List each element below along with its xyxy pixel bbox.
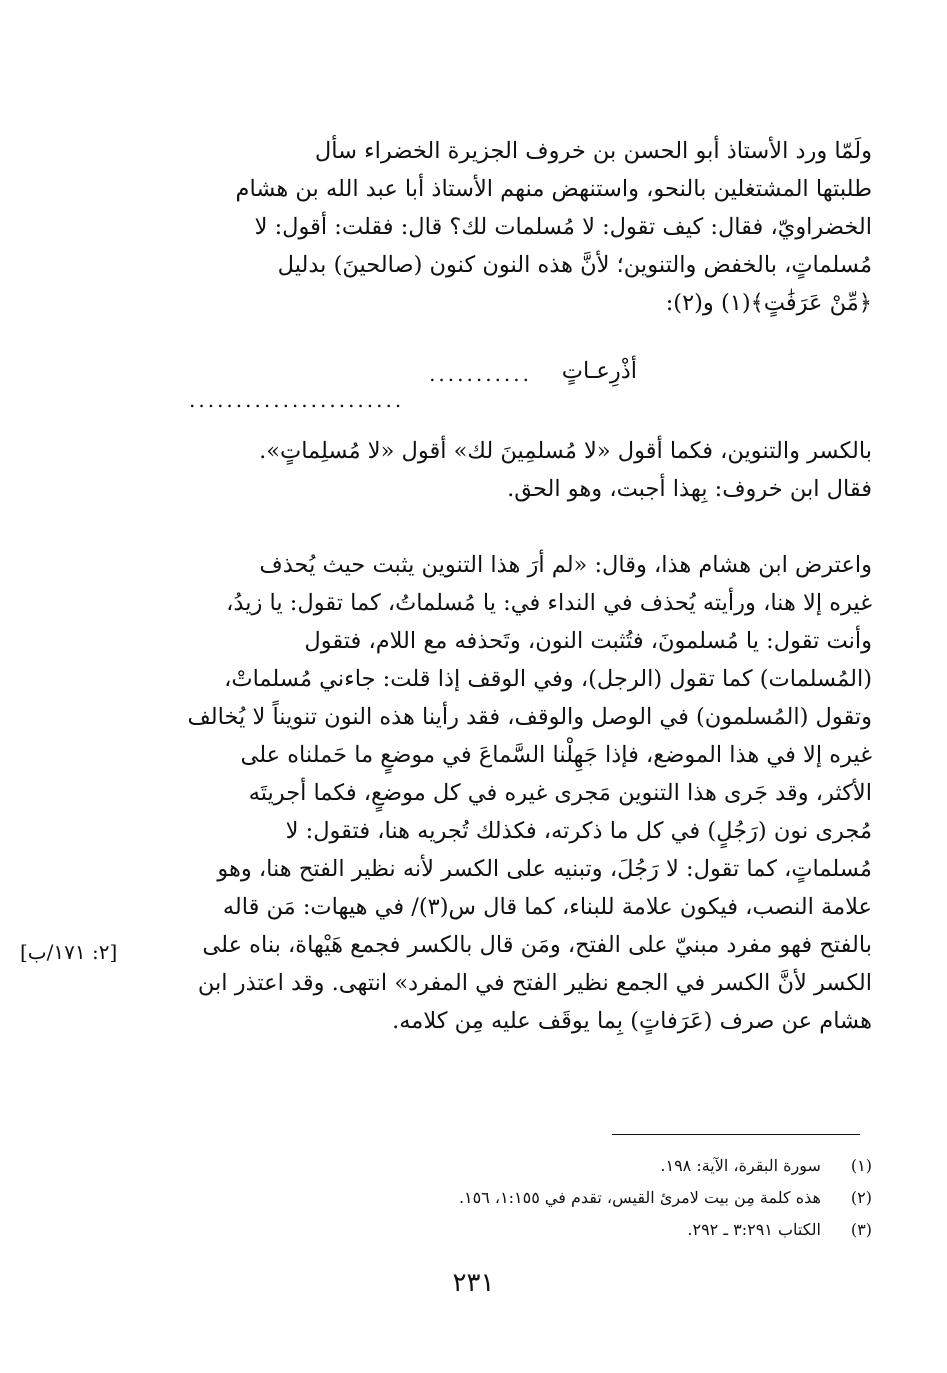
text-line: ولَمّا ورد الأستاذ أبو الحسن بن خروف الجزيرة الخضراء سأل xyxy=(314,138,872,164)
footnote-item xyxy=(157,1150,872,1182)
paragraph-3 xyxy=(157,546,872,1040)
paragraph-1 xyxy=(157,132,872,322)
footnote-text: سورة البقرة، الآية: ١٩٨. xyxy=(660,1156,821,1175)
text-line: واعترض ابن هشام هذا، وقال: «لم أرَ هذا التنوين يثبت حيث يُحذف xyxy=(259,552,872,578)
footnote-item xyxy=(157,1214,872,1246)
text-line: طلبتها المشتغلين بالنحو، واستنهض منهم الأستاذ أبا عبد الله بن هشام xyxy=(235,176,872,202)
text-line: الخضراويّ، فقال: كيف تقول: لا مُسلمات لك؟ قال: فقلت: أقول: لا xyxy=(254,214,872,240)
text-line: (المُسلمات) كما تقول (الرجل)، وفي الوقف إذا قلت: جاءني مُسلماتْ، xyxy=(224,666,872,692)
footnote-divider xyxy=(612,1134,860,1135)
text-line: بالكسر والتنوين، فكما أقول «لا مُسلمِينَ لك» أقول «لا مُسلِماتٍ». xyxy=(259,438,872,464)
poetry-verse xyxy=(147,358,867,418)
footnote-number: (٢) xyxy=(850,1188,872,1207)
text-line: مُسلماتٍ، بالخفض والتنوين؛ لأنَّ هذه النون كنون (صالحينَ) بدليل xyxy=(277,252,872,278)
marginal-manuscript-reference: [٢: ١٧١/ب] xyxy=(20,940,118,964)
footnote-number: (٣) xyxy=(850,1220,872,1239)
verse-dots-first: ........... xyxy=(429,362,532,386)
footnotes xyxy=(157,1150,872,1246)
text-line: ﴿مِّنْ عَرَفَٰتٍ﴾(١) و(٢): xyxy=(665,290,872,316)
text-line: غيره إلا هنا، ورأيته يُحذف في النداء في: يا مُسلماتُ، كما تقول: يا زيدُ، xyxy=(226,590,872,616)
verse-hemistich: أذْرِعـاتٍ xyxy=(561,358,637,384)
text-line: وأنت تقول: يا مُسلمونَ، فتُثبت النون، وتَحذفه مع اللام، فتقول xyxy=(304,628,872,654)
text-line: الكسر لأنَّ الكسر في الجمع نظير الفتح في المفرد» انتهى. وقد اعتذر ابن xyxy=(197,970,872,996)
footnote-text: الكتاب ٣:٢٩١ ـ ٢٩٢. xyxy=(687,1220,821,1239)
text-line: هشام عن صرف (عَرَفاتٍ) بِما يوقَف عليه مِن كلامه. xyxy=(392,1008,872,1034)
text-line: غيره إلا في هذا الموضع، فإذا جَهِلْنا السَّماعَ في موضعٍ ما حَملناه على xyxy=(240,742,872,768)
footnote-number: (١) xyxy=(850,1156,872,1175)
footnote-item xyxy=(157,1182,872,1214)
paragraph-2 xyxy=(157,432,872,508)
text-line: مُجرى نون (رَجُلٍ) في كل ما ذكرته، فكذلك تُجريه هنا، فتقول: لا xyxy=(285,818,872,844)
text-line: وتقول (المُسلمون) في الوصل والوقف، فقد رأينا هذه النون تنويناً لا يُخالف xyxy=(187,704,872,730)
text-line: فقال ابن خروف: بِهذا أجبت، وهو الحق. xyxy=(507,476,872,502)
text-line: علامة النصب، فيكون علامة للبناء، كما قال س(٣)/ في هيهات: مَن قاله xyxy=(222,894,872,920)
text-line: مُسلماتٍ، كما تقول: لا رَجُلَ، وتبنيه على الكسر لأنه نظير الفتح هنا، وهو xyxy=(217,856,872,882)
text-line: الأكثر، وقد جَرى هذا التنوين مَجرى غيره في كل موضعٍ، فكما أجريتَه xyxy=(248,780,872,806)
footnote-text: هذه كلمة مِن بيت لامرئ القيس، تقدم في ١:١٥٥، ١٥٦. xyxy=(458,1188,821,1207)
text-line: بالفتح فهو مفرد مبنيّ على الفتح، ومَن قال بالكسر فجمع هَيْهاة، بناه على xyxy=(202,932,872,958)
verse-dots-second: ....................... xyxy=(189,388,405,412)
page-number: ٢٣١ xyxy=(452,1268,495,1298)
